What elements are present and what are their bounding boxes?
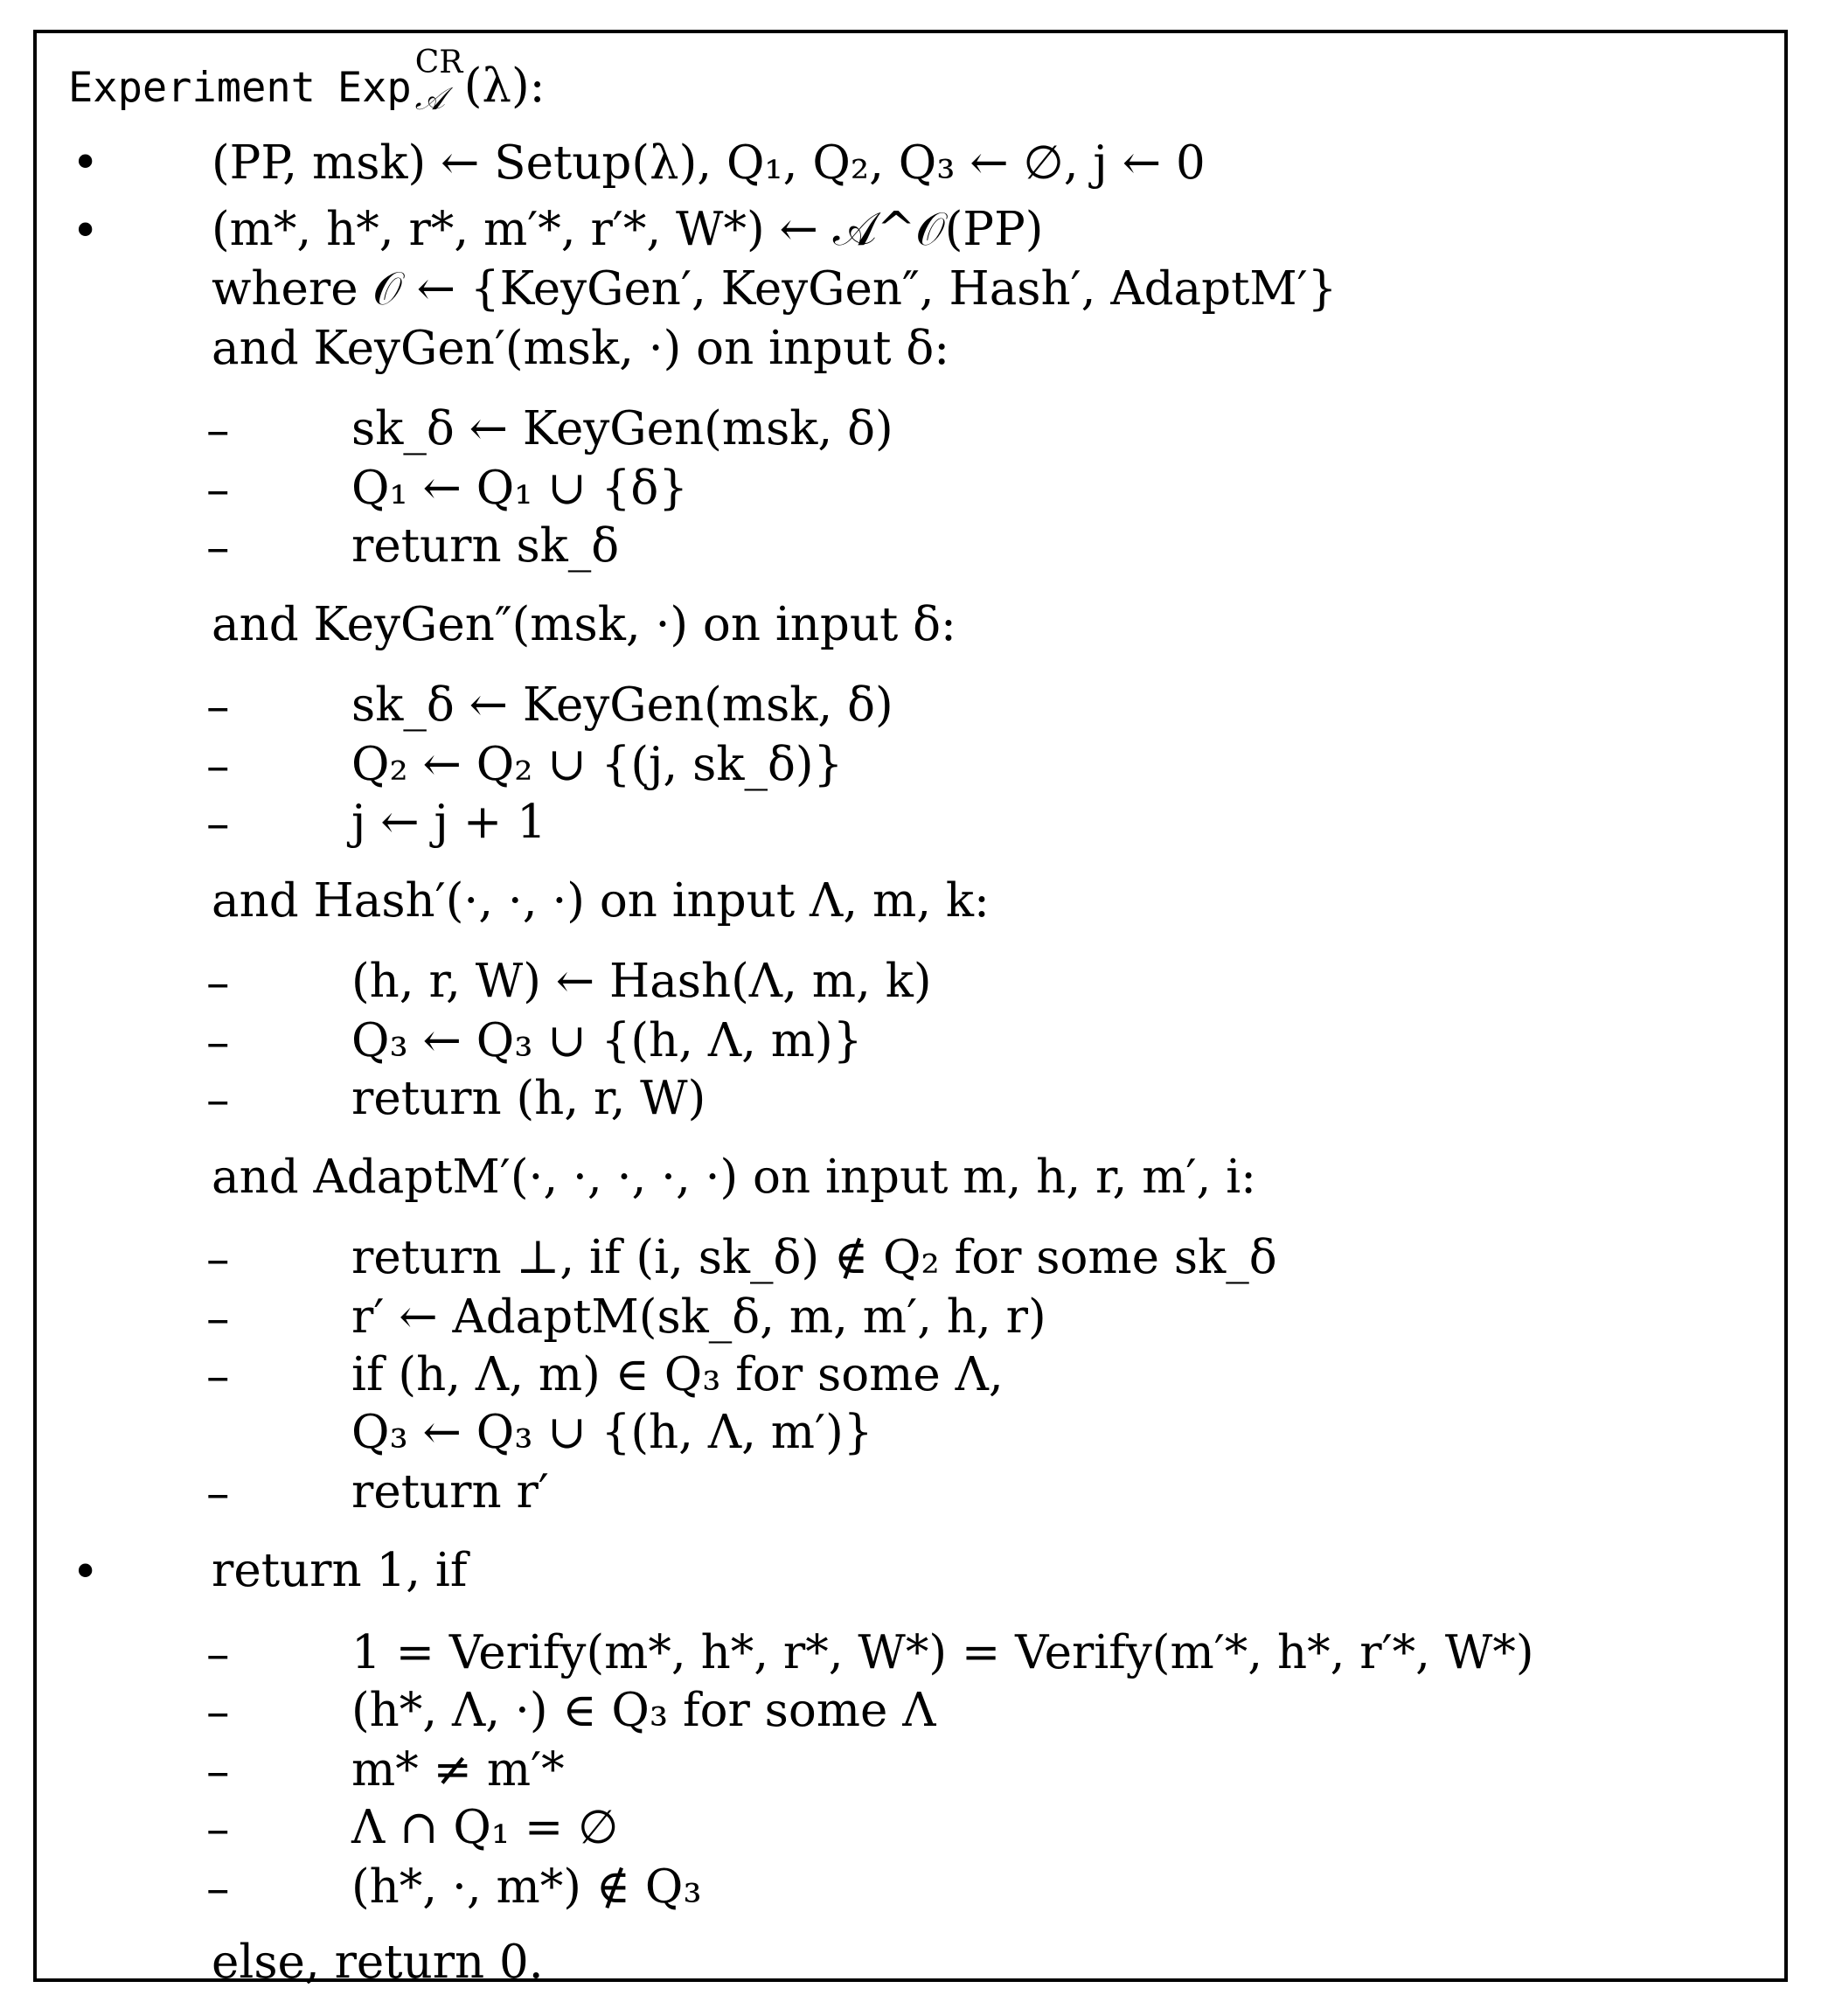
dash-marker: – (206, 1350, 230, 1403)
keygen-double-prime-step-1: sk_δ ← KeyGen(msk, δ) (351, 678, 893, 732)
adaptm-prime-header: and AdaptM′(·, ·, ·, ·, ·) on input m, h, r, m′, i: (212, 1151, 1257, 1204)
win-condition-fresh: (h*, ·, m*) ∉ Q₃ (351, 1860, 702, 1914)
dash-marker: – (206, 797, 230, 851)
else-return-line: else, return 0. (212, 1936, 544, 1989)
oracle-set-line: where 𝒪 ← {KeyGen′, KeyGen″, Hash′, AdaptM′} (212, 262, 1338, 316)
dash-marker: – (206, 1803, 230, 1856)
keygen-double-prime-header: and KeyGen″(msk, ·) on input δ: (212, 598, 956, 651)
dash-marker: – (206, 1745, 230, 1798)
keygen-prime-header: and KeyGen′(msk, ·) on input δ: (212, 322, 950, 375)
dash-marker: – (206, 1862, 230, 1915)
dash-marker: – (206, 956, 230, 1010)
keygen-double-prime-step-3: j ← j + 1 (351, 796, 546, 849)
dash-marker: – (206, 463, 230, 517)
hash-prime-step-1: (h, r, W) ← Hash(Λ, m, k) (351, 955, 932, 1008)
dash-marker: – (206, 1686, 230, 1739)
exp-subscript: 𝒜 (414, 81, 445, 117)
exp-symbol: Exp (337, 64, 412, 112)
bullet-marker: • (72, 136, 100, 190)
hash-prime-step-2: Q₃ ← Q₃ ∪ {(h, Λ, m)} (351, 1014, 863, 1067)
win-condition-queried: (h*, Λ, ·) ∈ Q₃ for some Λ (351, 1684, 936, 1737)
adaptm-prime-step-1: return ⊥, if (i, sk_δ) ∉ Q₂ for some sk_δ (351, 1231, 1277, 1284)
return-condition-header: return 1, if (212, 1544, 468, 1597)
experiment-keyword: Experiment (68, 64, 316, 112)
hash-prime-header: and Hash′(·, ·, ·) on input Λ, m, k: (212, 874, 990, 928)
dash-marker: – (206, 740, 230, 793)
dash-marker: – (206, 1016, 230, 1069)
adaptm-prime-step-4: return r′ (351, 1465, 549, 1519)
experiment-title (68, 45, 546, 117)
dash-marker: – (206, 404, 230, 457)
adaptm-prime-step-3-continued: Q₃ ← Q₃ ∪ {(h, Λ, m′)} (351, 1406, 873, 1459)
exp-superscript: CR (414, 45, 463, 80)
dash-marker: – (206, 1628, 230, 1681)
keygen-double-prime-step-2: Q₂ ← Q₂ ∪ {(j, sk_δ)} (351, 738, 844, 791)
keygen-prime-step-2: Q₁ ← Q₁ ∪ {δ} (351, 462, 688, 515)
bullet-marker: • (72, 1546, 100, 1599)
dash-marker: – (206, 521, 230, 574)
hash-prime-step-3: return (h, r, W) (351, 1072, 706, 1125)
win-condition-distinct: m* ≠ m′* (351, 1743, 565, 1797)
win-condition-no-key: Λ ∩ Q₁ = ∅ (351, 1801, 619, 1854)
adaptm-prime-step-2: r′ ← AdaptM(sk_δ, m, m′, h, r) (351, 1290, 1046, 1344)
dash-marker: – (206, 1233, 230, 1286)
exp-argument: (λ): (463, 59, 546, 113)
bullet-marker: • (72, 205, 100, 258)
adversary-line: (m*, h*, r*, m′*, r′*, W*) ← 𝒜^𝒪(PP) (212, 203, 1044, 256)
keygen-prime-step-3: return sk_δ (351, 519, 620, 573)
adaptm-prime-step-3: if (h, Λ, m) ∈ Q₃ for some Λ, (351, 1348, 1004, 1401)
dash-marker: – (206, 1467, 230, 1520)
keygen-prime-step-1: sk_δ ← KeyGen(msk, δ) (351, 402, 893, 455)
win-condition-verify: 1 = Verify(m*, h*, r*, W*) = Verify(m′*, h*, r′*, W*) (351, 1626, 1534, 1679)
dash-marker: – (206, 1074, 230, 1127)
dash-marker: – (206, 1292, 230, 1345)
setup-line: (PP, msk) ← Setup(λ), Q₁, Q₂, Q₃ ← ∅, j ← 0 (212, 136, 1206, 190)
dash-marker: – (206, 680, 230, 733)
